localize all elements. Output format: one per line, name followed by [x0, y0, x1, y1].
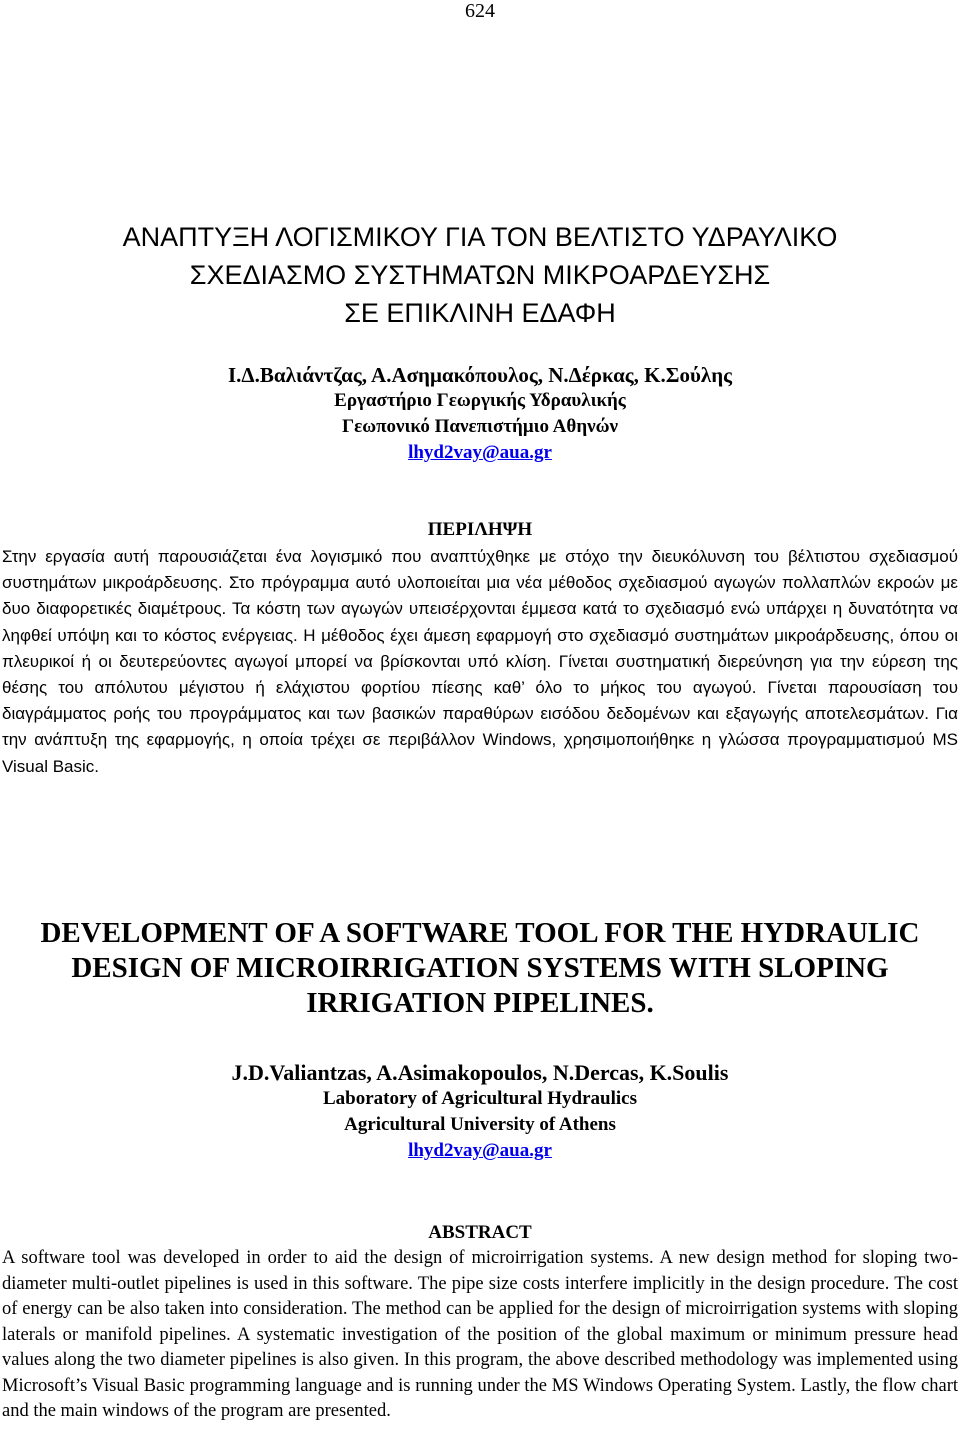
english-title-line-3: IRRIGATION PIPELINES. [306, 987, 654, 1019]
greek-title-line-2: ΣΧΕΔΙΑΣΜΟ ΣΥΣΤΗΜΑΤΩΝ ΜΙΚΡΟΑΡΔΕΥΣΗΣ [189, 260, 771, 290]
greek-title-line-3: ΣΕ ΕΠΙΚΛΙΝΗ ΕΔΑΦΗ [344, 298, 616, 328]
greek-abstract-heading: ΠΕΡΙΛΗΨΗ [427, 519, 533, 540]
greek-title [0, 218, 960, 332]
page-number: 624 [465, 0, 495, 22]
english-author-block [0, 1060, 960, 1164]
greek-title-line-1: ΑΝΑΠΤΥΞΗ ΛΟΓΙΣΜΙΚΟΥ ΓΙΑ ΤΟΝ ΒΕΛΤΙΣΤΟ ΥΔΡΑΥΛΙΚΟ [122, 222, 838, 252]
english-university: Agricultural University of Athens [344, 1114, 616, 1135]
english-email-link[interactable]: lhyd2vay@aua.gr [408, 1140, 552, 1161]
greek-authors: Ι.Δ.Βαλιάντζας, Α.Ασημακόπουλος, Ν.Δέρκας, Κ.Σούλης [228, 363, 732, 387]
english-abstract-heading: ABSTRACT [428, 1222, 532, 1243]
greek-email-link[interactable]: lhyd2vay@aua.gr [408, 442, 552, 463]
greek-lab: Εργαστήριο Γεωργικής Υδραυλικής [334, 390, 626, 411]
greek-author-block [0, 362, 960, 466]
english-title [0, 916, 960, 1021]
english-abstract-text: A software tool was developed in order to aid the design of microirrigation systems. A new design method for sloping two-diameter multi-outlet pipelines is used in this software. The pipe size costs interfere implicitly in the design procedure. The cost of energy can be also taken into consideration. The method can be applied for the design of microirrigation systems with sloping laterals or manifold pipelines. A systematic investigation of the position of the global maximum or minimum pressure head values along the two diameter pipelines is also given. In this program, the above described methodology was implemented using Microsoft’s Visual Basic programming language and is running under the MS Windows Operating System. Lastly, the flow chart and the main windows of the program are presented. [2, 1248, 958, 1421]
english-authors: J.D.Valiantzas, A.Asimakopoulos, N.Dercas, K.Soulis [231, 1060, 729, 1085]
english-lab: Laboratory of Agricultural Hydraulics [322, 1088, 637, 1109]
greek-abstract-text: Στην εργασία αυτή παρουσιάζεται ένα λογισμικό που αναπτύχθηκε με στόχο την διευκόλυνση του βέλτιστου σχεδιασμού συστημάτων μικροάρδευσης. Στο πρόγραμμα αυτό υλοποιείται μια νέα μέθοδος σχεδιασμού αγωγών πολλαπλών εκροών με δυο διαφορετικές διαμέτρους. Τα κόστη των αγωγών υπεισέρχονται έμμεσα κατά το σχεδιασμό ενώ υπάρχει η δυνατότητα να ληφθεί υπόψη και το κόστος ενέργειας. Η μέθοδος έχει άμεση εφαρμογή στο σχεδιασμό συστημάτων μικροάρδευσης, όπου οι πλευρικοί ή οι δευτερεύοντες αγωγοί μπορεί να βρίσκονται υπό κλίση. Γίνεται συστηματική διερεύνηση για την εύρεση της θέσης του απόλυτου μέγιστου ή ελάχιστου φορτίου πίεσης καθ’ όλο το μήκος του αγωγού. Γίνεται παρουσίαση του διαγράμματος ροής του προγράμματος και των βασικών παραθύρων εισόδου δεδομένων και εξαγωγής αποτελεσμάτων. Για την ανάπτυξη της εφαρμογής, η οποία τρέχει σε περιβάλλον Windows, χρησιμοποιήθηκε η γλώσσα προγραμματισμού MS Visual Basic. [2, 547, 958, 776]
greek-university: Γεωπονικό Πανεπιστήμιο Αθηνών [342, 416, 618, 437]
english-title-line-2: DESIGN OF MICROIRRIGATION SYSTEMS WITH SLOPING [71, 952, 889, 984]
english-title-line-1: DEVELOPMENT OF A SOFTWARE TOOL FOR THE HYDRAULIC [40, 917, 920, 949]
